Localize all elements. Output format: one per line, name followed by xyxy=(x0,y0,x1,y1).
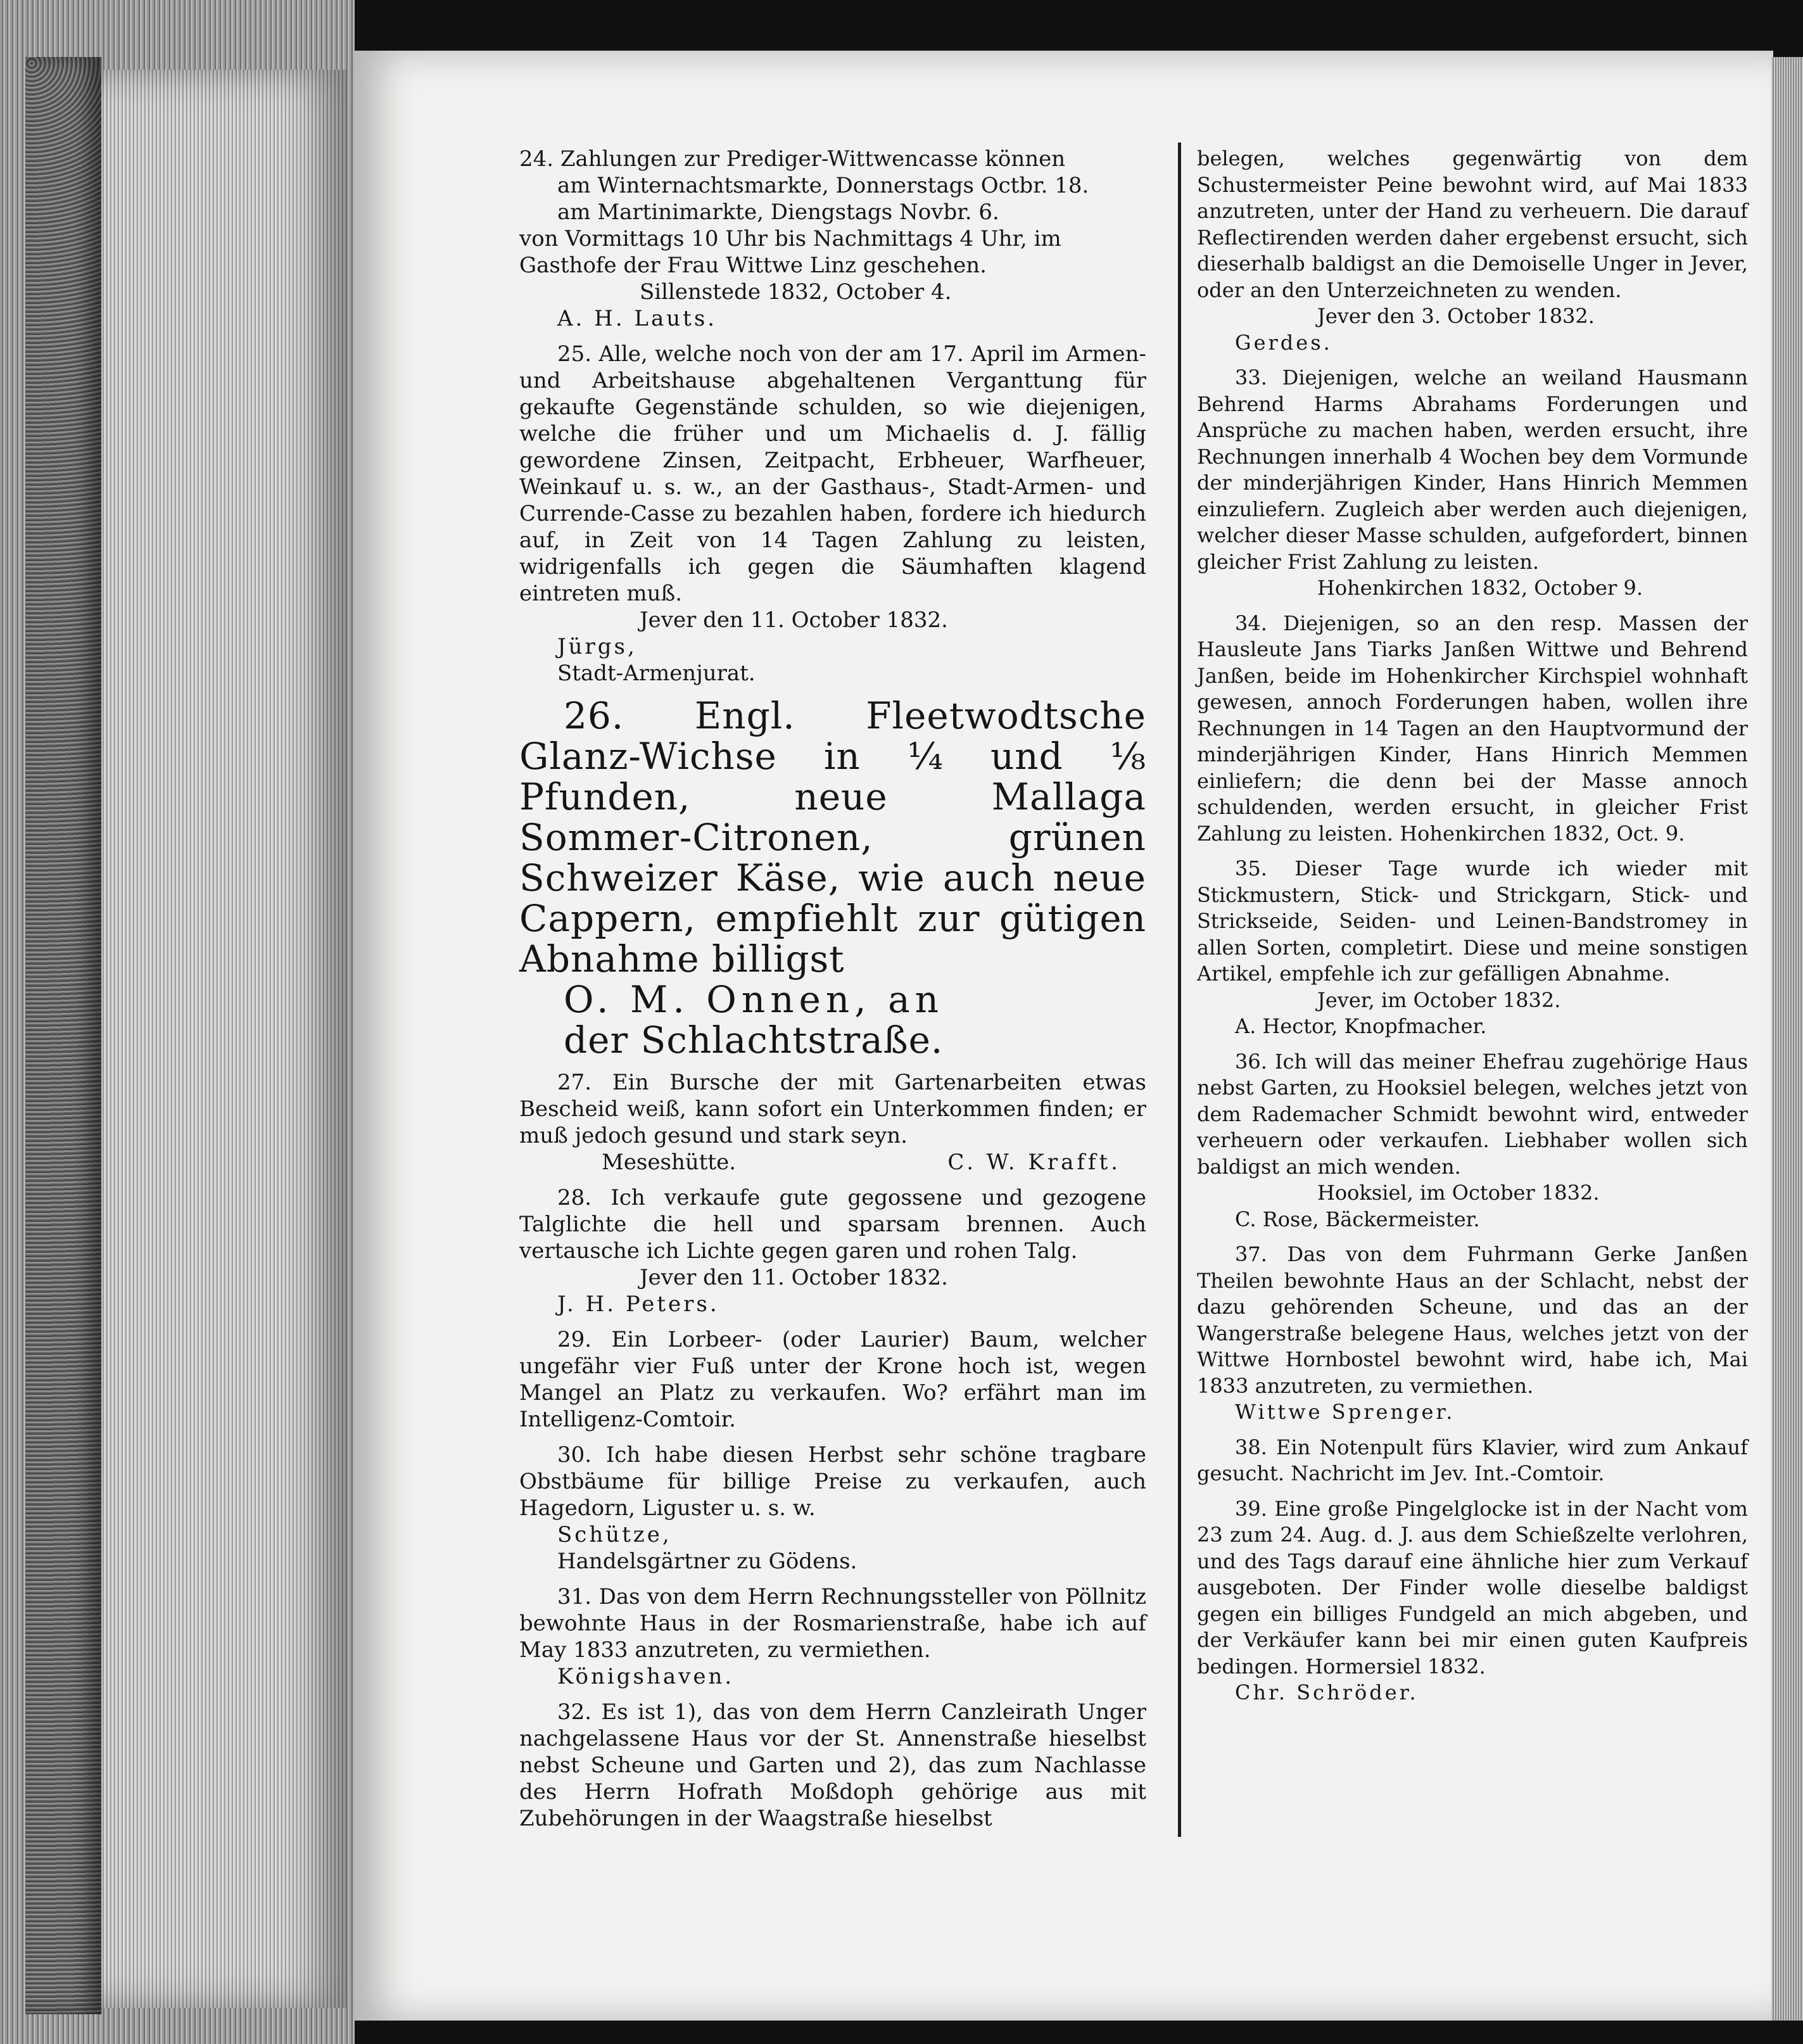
notice-25-text: 25. Alle, welche noch von der am 17. April im Armen- und Arbeitshause abgehaltenen Verganttung für gekaufte Gegenstände schulden, so wie diejenigen, welche die früher und um Michaelis d. J. fällig gewordene Zinsen, Zeitpacht, Erbheuer, Warfheuer, Weinkauf u. s. w., an der Gasthaus-, Stadt-Armen- und Currende-Casse zu bezahlen haben, fordere ich hiedurch auf, in Zeit von 14 Tagen Zahlung zu leisten, widrigenfalls ich gegen die Säumhaften klagend eintreten muß. xyxy=(519,341,1146,606)
notice-38-text: 38. Ein Notenpult fürs Klavier, wird zum Ankauf gesucht. Nachricht im Jev. Int.-Comtoir. xyxy=(1197,1435,1748,1485)
notice-29-text: 29. Ein Lorbeer- (oder Laurier) Baum, welcher ungefähr vier Fuß unter der Krone hoch ist, wegen Mangel an Platz zu verkaufen. Wo? erfährt man im Intelligenz-Comtoir. xyxy=(519,1327,1146,1432)
notice-29 xyxy=(519,1326,1146,1433)
notice-30-title: Handelsgärtner zu Gödens. xyxy=(557,1549,857,1574)
notice-34 xyxy=(1197,611,1748,847)
right-page-edge xyxy=(1771,57,1803,2021)
column-divider xyxy=(1178,143,1181,1837)
notice-27 xyxy=(519,1069,1146,1176)
notice-31-text: 31. Das von dem Herrn Rechnungssteller von Pöllnitz bewohnte Haus in der Rosmarienstraße, habe ich auf May 1833 anzutreten, zu vermiethen. xyxy=(519,1584,1146,1663)
notice-35-place: Jever, im October 1832. xyxy=(1317,987,1561,1012)
notice-24-line-4: von Vormittags 10 Uhr bis Nachmittags 4 Uhr, im xyxy=(519,226,1061,251)
notice-28 xyxy=(519,1184,1146,1317)
notice-30-signature: Schütze, xyxy=(557,1522,672,1547)
notice-36-place: Hooksiel, im October 1832. xyxy=(1317,1181,1600,1205)
notice-35 xyxy=(1197,856,1748,1040)
notice-27-signature: C. W. Krafft. xyxy=(947,1150,1121,1175)
notice-24-signature: A. H. Lauts. xyxy=(557,306,718,331)
notice-32 xyxy=(519,1699,1146,1832)
notice-24-line-2: am Winternachtsmarkte, Donnerstags Octbr. 18. xyxy=(557,173,1089,198)
notice-35-signature: A. Hector, Knopfmacher. xyxy=(1235,1014,1487,1038)
notice-36-signature: C. Rose, Bäckermeister. xyxy=(1235,1207,1480,1231)
notice-25-place: Jever den 11. October 1832. xyxy=(640,607,948,633)
notice-33-text: 33. Diejenigen, welche an weiland Hausmann Behrend Harms Abrahams Forderungen und Ansprüche zu machen haben, werden ersucht, ihre Rechnungen innerhalb 4 Wochen bey dem Vormunde der minderjährigen Kinder, Hans Hinrich Memmen einzuliefern. Zugleich aber werden auch diejenigen, welcher dieser Masse schulden, aufgefordert, binnen gleicher Frist Zahlung zu leisten. xyxy=(1197,365,1748,574)
notice-33-place: Hohenkirchen 1832, October 9. xyxy=(1317,576,1643,600)
notice-24-line-3: am Martinimarkte, Diengstags Novbr. 6. xyxy=(557,200,999,225)
notice-26-text: 26. Engl. Fleetwodtsche Glanz-Wichse in ¼ und ⅛ Pfunden, neue Mallaga Sommer-Citronen, grünen Schweizer Käse, wie auch neue Cappern, empfiehlt zur gütigen Abnahme billigst xyxy=(519,694,1146,981)
notice-33 xyxy=(1197,365,1748,602)
book-spine xyxy=(25,57,101,2014)
notice-28-text: 28. Ich verkaufe gute gegossene und gezogene Talglichte die hell und sparsam brennen. Auch vertausche ich Lichte gegen garen und rohen Talg. xyxy=(519,1185,1146,1264)
left-column xyxy=(519,146,1146,1841)
notice-31 xyxy=(519,1584,1146,1690)
right-column xyxy=(1197,146,1748,1715)
notice-26 xyxy=(519,695,1146,1060)
notice-37 xyxy=(1197,1241,1748,1426)
notice-27-text: 27. Ein Bursche der mit Gartenarbeiten etwas Bescheid weiß, kann sofort ein Unterkommen finden; er muß jedoch gesund und stark seyn. xyxy=(519,1070,1146,1148)
notice-31-signature: Königshaven. xyxy=(557,1664,735,1689)
notice-39-signature: Chr. Schröder. xyxy=(1235,1680,1419,1704)
notice-39 xyxy=(1197,1496,1748,1706)
notice-32-continued-text: belegen, welches gegenwärtig von dem Schustermeister Peine bewohnt wird, auf Mai 1833 anzutreten, unter der Hand zu verheuern. Die darauf Reflectirenden werden daher ergebenst ersucht, sich dieserhalb baldigst an die Demoiselle Unger in Jever, oder an den Unterzeichneten zu wenden. xyxy=(1197,146,1748,302)
notice-36 xyxy=(1197,1049,1748,1233)
notice-26-address: der Schlachtstraße. xyxy=(564,1019,944,1062)
notice-27-place: Meseshütte. xyxy=(602,1150,737,1175)
notice-39-text: 39. Eine große Pingelglocke ist in der Nacht vom 23 zum 24. Aug. d. J. aus dem Schießzelte verlohren, und des Tags darauf eine ähnliche hier zum Verkauf ausgeboten. Der Finder wolle dieselbe baldigst gegen ein billiges Fundgeld an mich abgeben, und der Verkäufer kann bei mir einen guten Kaufpreis bedingen. Hormersiel 1832. xyxy=(1197,1496,1748,1679)
notice-37-text: 37. Das von dem Fuhrmann Gerke Janßen Theilen bewohnte Haus an der Schlacht, nebst der dazu gehörenden Scheune, und das an der Wangerstraße belegene Haus, welches jetzt von der Wittwe Hornbostel bewohnt wird, habe ich, Mai 1833 anzutreten, zu vermiethen. xyxy=(1197,1242,1748,1398)
notice-28-place: Jever den 11. October 1832. xyxy=(640,1265,948,1290)
notice-28-signature: J. H. Peters. xyxy=(557,1292,719,1317)
notice-32-place: Jever den 3. October 1832. xyxy=(1317,304,1595,328)
notice-30 xyxy=(519,1442,1146,1575)
notice-38 xyxy=(1197,1435,1748,1487)
notice-24-line-5: Gasthofe der Frau Wittwe Linz geschehen. xyxy=(519,253,987,278)
notice-35-text: 35. Dieser Tage wurde ich wieder mit Stickmustern, Stick- und Strickgarn, Stick- und Strickseide, Seiden- und Leinen-Bandstromey in allen Sorten, completirt. Diese und meine sonstigen Artikel, empfehle ich zur gefälligen Abnahme. xyxy=(1197,856,1748,986)
notice-27-footer xyxy=(519,1149,1146,1176)
notice-25 xyxy=(519,341,1146,687)
notice-30-text: 30. Ich habe diesen Herbst sehr schöne tragbare Obstbäume für billige Preise zu verkaufen, auch Hagedorn, Liguster u. s. w. xyxy=(519,1442,1146,1521)
notice-37-signature: Wittwe Sprenger. xyxy=(1235,1400,1455,1424)
notice-25-signature: Jürgs, xyxy=(557,634,637,659)
notice-24-place: Sillenstede 1832, October 4. xyxy=(640,279,952,305)
notice-32-continued xyxy=(1197,146,1748,356)
notice-36-text: 36. Ich will das meiner Ehefrau zugehörige Haus nebst Garten, zu Hooksiel belegen, welches jetzt von dem Rademacher Schmidt bewohnt wird, entweder verheuern oder verkaufen. Liebhaber wollen sich baldigst an mich wenden. xyxy=(1197,1049,1748,1179)
notice-32-text: 32. Es ist 1), das von dem Herrn Canzleirath Unger nachgelassene Haus vor der St. Annenstraße hieselbst nebst Scheune und Garten und 2), das zum Nachlasse des Herrn Hofrath Moßdoph gehörige aus mit Zubehörungen in der Waagstraße hieselbst xyxy=(519,1699,1146,1831)
notice-24 xyxy=(519,146,1146,332)
notice-24-line-1: 24. Zahlungen zur Prediger-Wittwencasse können xyxy=(519,146,1066,172)
notice-25-title: Stadt-Armenjurat. xyxy=(557,661,756,686)
notice-34-text: 34. Diejenigen, so an den resp. Massen der Hausleute Jans Tiarks Janßen Wittwe und Behrend Janßen, beide im Hohenkircher Kirchspiel wohnhaft gewesen, annoch Forderungen haben, wollen ihre Rechnungen in 14 Tagen an den Hauptvormund der minderjährigen Kinder, Hans Hinrich Memmen einliefern; die denn bei der Masse annoch schuldenden, werden ersucht, in gleicher Frist Zahlung zu leisten. Hohenkirchen 1832, Oct. 9. xyxy=(1197,611,1748,846)
notice-26-signature: O. M. Onnen, an xyxy=(564,978,944,1021)
page-stack-edges xyxy=(101,70,348,2008)
notice-32-signature: Gerdes. xyxy=(1235,330,1332,355)
